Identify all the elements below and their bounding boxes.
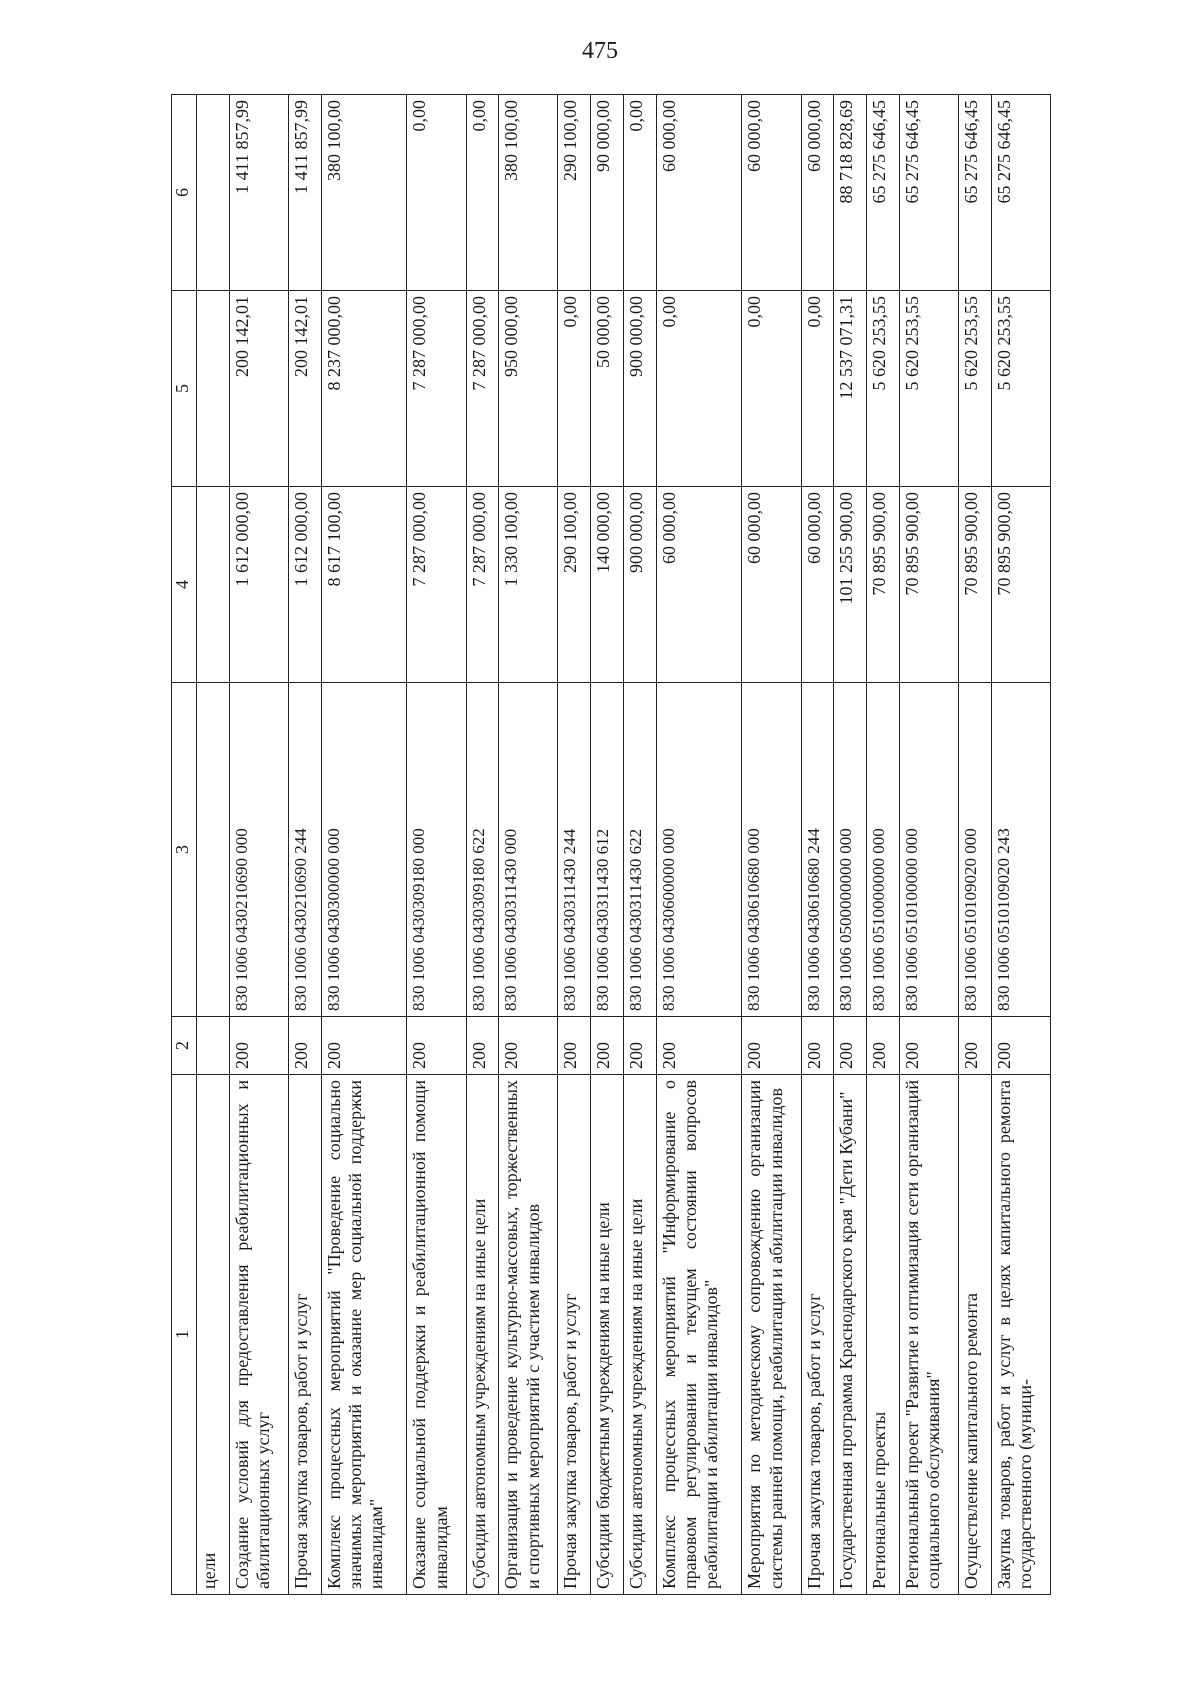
row-type-code — [197, 1017, 230, 1075]
table-header-row — [172, 95, 197, 1595]
row-value-6: 65 275 646,45 — [866, 95, 899, 291]
table-row — [742, 95, 801, 1595]
row-type-code: 200 — [321, 1017, 407, 1075]
table-row — [991, 95, 1050, 1595]
column-header: 3 — [172, 683, 197, 1017]
table-row — [801, 95, 834, 1595]
row-value-4: 1 612 000,00 — [229, 487, 288, 683]
column-header: 5 — [172, 291, 197, 487]
row-value-5: 200 142,01 — [288, 291, 321, 487]
row-budget-code: 830 1006 0430311430 000 — [499, 683, 558, 1017]
table-row — [558, 95, 591, 1595]
row-value-6: 0,00 — [623, 95, 656, 291]
row-budget-code: 830 1006 0430311430 612 — [591, 683, 624, 1017]
row-value-5: 0,00 — [801, 291, 834, 487]
row-value-4: 1 330 100,00 — [499, 487, 558, 683]
table-row — [288, 95, 321, 1595]
row-budget-code — [197, 683, 230, 1017]
row-value-5: 7 287 000,00 — [466, 291, 499, 487]
row-name: Региональные проекты — [866, 1075, 899, 1595]
row-budget-code: 830 1006 0430300000 000 — [321, 683, 407, 1017]
row-value-4: 60 000,00 — [656, 487, 742, 683]
table-row — [834, 95, 867, 1595]
column-header: 1 — [172, 1075, 197, 1595]
row-value-4: 290 100,00 — [558, 487, 591, 683]
row-value-5: 950 000,00 — [499, 291, 558, 487]
row-value-5: 0,00 — [742, 291, 801, 487]
row-value-5: 5 620 253,55 — [899, 291, 958, 487]
row-value-6: 290 100,00 — [558, 95, 591, 291]
row-value-4: 70 895 900,00 — [899, 487, 958, 683]
column-header: 4 — [172, 487, 197, 683]
row-value-5: 900 000,00 — [623, 291, 656, 487]
row-value-5: 5 620 253,55 — [958, 291, 991, 487]
row-value-4: 7 287 000,00 — [407, 487, 466, 683]
row-type-code: 200 — [591, 1017, 624, 1075]
row-value-4: 70 895 900,00 — [958, 487, 991, 683]
row-name: Субсидии автономным учреждениям на иные цели — [466, 1075, 499, 1595]
row-value-5: 5 620 253,55 — [991, 291, 1050, 487]
row-value-5: 5 620 253,55 — [866, 291, 899, 487]
row-name: Государственная программа Краснодарского края "Дети Кубани" — [834, 1075, 867, 1595]
row-value-4: 8 617 100,00 — [321, 487, 407, 683]
row-budget-code: 830 1006 0500000000 000 — [834, 683, 867, 1017]
row-budget-code: 830 1006 0510100000 000 — [899, 683, 958, 1017]
row-name: Прочая закупка товаров, работ и услуг — [801, 1075, 834, 1595]
row-value-6: 1 411 857,99 — [288, 95, 321, 291]
row-budget-code: 830 1006 0510109020 000 — [958, 683, 991, 1017]
table-row — [656, 95, 742, 1595]
row-type-code: 200 — [288, 1017, 321, 1075]
row-value-4: 900 000,00 — [623, 487, 656, 683]
row-budget-code: 830 1006 0430600000 000 — [656, 683, 742, 1017]
row-type-code: 200 — [742, 1017, 801, 1075]
row-name: Мероприятия по методическому сопровождению организации системы ранней помощи, реабилитации и абилитации инвалидов — [742, 1075, 801, 1595]
table-row — [229, 95, 288, 1595]
row-type-code: 200 — [899, 1017, 958, 1075]
row-name: Комплекс процессных мероприятий "Информирование о правовом регулировании и текущем состоянии вопросов реабилитации и абилитации инвалидов" — [656, 1075, 742, 1595]
row-budget-code: 830 1006 0430610680 244 — [801, 683, 834, 1017]
row-type-code: 200 — [466, 1017, 499, 1075]
row-value-4 — [197, 487, 230, 683]
budget-table-container — [171, 95, 1051, 1595]
row-budget-code: 830 1006 0430210690 000 — [229, 683, 288, 1017]
row-value-4: 60 000,00 — [742, 487, 801, 683]
row-name: Закупка товаров, работ и услуг в целях капитального ремонта государственного (муници- — [991, 1075, 1050, 1595]
table-row — [499, 95, 558, 1595]
row-value-6: 0,00 — [407, 95, 466, 291]
row-value-6 — [197, 95, 230, 291]
budget-table — [171, 94, 1051, 1595]
row-type-code: 200 — [834, 1017, 867, 1075]
row-name: Организация и проведение культурно-массовых, торжественных и спортивных мероприятий с участием инвалидов — [499, 1075, 558, 1595]
row-value-5: 8 237 000,00 — [321, 291, 407, 487]
table-row — [407, 95, 466, 1595]
row-value-4: 70 895 900,00 — [866, 487, 899, 683]
row-value-5 — [197, 291, 230, 487]
row-value-5: 0,00 — [558, 291, 591, 487]
table-row — [197, 95, 230, 1595]
table-row — [899, 95, 958, 1595]
row-value-5: 50 000,00 — [591, 291, 624, 487]
row-value-6: 1 411 857,99 — [229, 95, 288, 291]
row-budget-code: 830 1006 0430311430 622 — [623, 683, 656, 1017]
row-value-5: 0,00 — [656, 291, 742, 487]
row-name: Субсидии бюджетным учреждениям на иные цели — [591, 1075, 624, 1595]
row-name: Осуществление капитального ремонта — [958, 1075, 991, 1595]
row-budget-code: 830 1006 0430311430 244 — [558, 683, 591, 1017]
row-type-code: 200 — [958, 1017, 991, 1075]
row-value-6: 380 100,00 — [499, 95, 558, 291]
row-type-code: 200 — [656, 1017, 742, 1075]
row-value-6: 380 100,00 — [321, 95, 407, 291]
row-value-6: 65 275 646,45 — [899, 95, 958, 291]
row-name: Прочая закупка товаров, работ и услуг — [558, 1075, 591, 1595]
table-row — [866, 95, 899, 1595]
row-value-6: 60 000,00 — [656, 95, 742, 291]
row-name: Комплекс процессных мероприятий "Проведение социально значимых мероприятий и оказание мер социальной поддержки инвалидам" — [321, 1075, 407, 1595]
row-value-5: 200 142,01 — [229, 291, 288, 487]
row-value-5: 7 287 000,00 — [407, 291, 466, 487]
row-value-4: 101 255 900,00 — [834, 487, 867, 683]
table-row — [623, 95, 656, 1595]
column-header: 6 — [172, 95, 197, 291]
row-type-code: 200 — [407, 1017, 466, 1075]
row-value-4: 60 000,00 — [801, 487, 834, 683]
row-name: цели — [197, 1075, 230, 1595]
row-type-code: 200 — [558, 1017, 591, 1075]
row-name: Прочая закупка товаров, работ и услуг — [288, 1075, 321, 1595]
column-header: 2 — [172, 1017, 197, 1075]
table-row — [591, 95, 624, 1595]
row-budget-code: 830 1006 0510109020 243 — [991, 683, 1050, 1017]
row-value-6: 60 000,00 — [742, 95, 801, 291]
table-row — [466, 95, 499, 1595]
table-row — [958, 95, 991, 1595]
row-name: Оказание социальной поддержки и реабилитационной помощи инвалидам — [407, 1075, 466, 1595]
row-name: Региональный проект "Развитие и оптимизация сети организаций социального обслуживания" — [899, 1075, 958, 1595]
row-type-code: 200 — [499, 1017, 558, 1075]
row-value-6: 60 000,00 — [801, 95, 834, 291]
row-budget-code: 830 1006 0430210690 244 — [288, 683, 321, 1017]
row-value-4: 7 287 000,00 — [466, 487, 499, 683]
row-value-6: 65 275 646,45 — [991, 95, 1050, 291]
row-value-6: 0,00 — [466, 95, 499, 291]
row-type-code: 200 — [991, 1017, 1050, 1075]
row-budget-code: 830 1006 0510000000 000 — [866, 683, 899, 1017]
row-type-code: 200 — [623, 1017, 656, 1075]
row-value-6: 88 718 828,69 — [834, 95, 867, 291]
row-budget-code: 830 1006 0430610680 000 — [742, 683, 801, 1017]
row-name: Создание условий для предоставления реабилитационных и абилитационных услуг — [229, 1075, 288, 1595]
row-value-5: 12 537 071,31 — [834, 291, 867, 487]
row-value-4: 140 000,00 — [591, 487, 624, 683]
table-row — [321, 95, 407, 1595]
row-value-6: 90 000,00 — [591, 95, 624, 291]
row-budget-code: 830 1006 0430309180 000 — [407, 683, 466, 1017]
page-number: 475 — [582, 38, 618, 64]
row-value-4: 1 612 000,00 — [288, 487, 321, 683]
row-value-4: 70 895 900,00 — [991, 487, 1050, 683]
row-budget-code: 830 1006 0430309180 622 — [466, 683, 499, 1017]
row-type-code: 200 — [866, 1017, 899, 1075]
row-name: Субсидии автономным учреждениям на иные цели — [623, 1075, 656, 1595]
row-value-6: 65 275 646,45 — [958, 95, 991, 291]
row-type-code: 200 — [229, 1017, 288, 1075]
row-type-code: 200 — [801, 1017, 834, 1075]
